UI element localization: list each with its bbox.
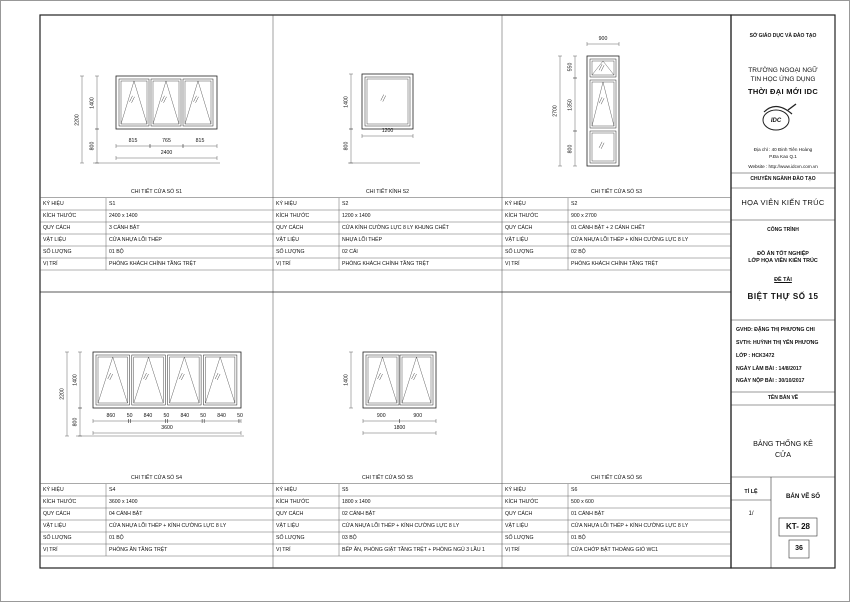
spec-row-label: KÍCH THƯỚC [276,212,310,219]
spec-row-value: 900 x 2700 [571,212,597,219]
spec-row-value: 04 CÁNH BẬT [109,510,143,517]
spec-row-value: 03 BỘ [342,534,357,541]
sheet-number: 36 [795,545,803,552]
spec-row-label: SỐ LƯỢNG [505,248,534,255]
spec-row-label: KÝ HIỆU [276,486,297,493]
scale-value: 1/ [748,511,754,517]
dimension-label: 1400 [89,96,96,109]
spec-row-label: VỊ TRÍ [276,546,291,553]
spec-row-label: KÝ HIỆU [276,200,297,207]
panel-title: CHI TIẾT CỬA SỔ S6 [591,475,642,481]
spec-row-label: KÝ HIỆU [505,486,526,493]
spec-row-label: VỊ TRÍ [43,260,58,267]
spec-row-value: PHÒNG ĂN TẦNG TRỆT [109,546,168,553]
website: Website : http://www.idcvn.com.vn [748,164,818,169]
dimension-label: 800 [343,141,350,151]
dimension-label: 1400 [343,95,350,108]
spec-row-label: KÝ HIỆU [505,200,526,207]
project-line2: LỚP HỌA VIÊN KIẾN TRÚC [748,258,818,264]
dimension-label: 2700 [552,105,559,117]
spec-row-value: CỬA NHỰA LÕI THÉP [109,236,162,243]
spec-row-label: QUY CÁCH [43,224,71,231]
window-sash [365,77,410,126]
topic-label: ĐỀ TÀI [774,277,792,283]
spec-row-value: 02 BỘ [571,248,586,255]
spec-row-label: VỊ TRÍ [276,260,291,267]
dimension-label: 2200 [74,113,81,126]
dimension-label: 50 [237,413,243,419]
spec-row-label: KÝ HIỆU [43,200,64,207]
spec-row-value: 01 BỘ [109,248,124,255]
school-name-line1: TRƯỜNG NGOẠI NGỮ [748,67,818,74]
dimension-label: 815 [128,138,138,144]
idc-logo-icon [763,104,796,130]
dimension-label: 1400 [72,374,79,386]
spec-row-label: VẬT LIỆU [43,522,66,529]
spec-row-label: SỐ LƯỢNG [43,248,72,255]
class-code: LỚP : HCK3472 [736,353,775,359]
panel-title: CHI TIẾT CỬA SỔ S5 [362,475,413,481]
window-sash [400,355,433,405]
window-sash [168,355,202,405]
spec-row-label: KÍCH THƯỚC [43,498,77,505]
major-value: HỌA VIÊN KIẾN TRÚC [741,198,825,207]
spec-row-value: S4 [109,486,116,493]
window-frame [363,352,436,408]
window-sash [203,355,237,405]
window-sash [590,80,616,128]
spec-row-value: NHỰA LÕI THÉP [342,236,383,243]
spec-row-label: KÝ HIỆU [43,486,64,493]
spec-row-label: SỐ LƯỢNG [276,534,305,541]
dimension-label: 1400 [343,374,350,386]
address-line2: P.Đa Kao Q.1 [769,154,797,159]
dimension-label: 800 [567,144,574,153]
spec-row-label: VẬT LIỆU [505,522,528,529]
spec-row-label: SỐ LƯỢNG [505,534,534,541]
spec-row-value: 02 CÁI [342,248,358,255]
dimension-label: 800 [72,417,79,427]
spec-row-value: 3600 x 1400 [109,498,138,505]
dimension-label: 1350 [567,98,574,111]
spec-row-label: SỐ LƯỢNG [43,534,72,541]
spec-row-label: QUY CÁCH [276,510,304,517]
spec-row-label: VẬT LIỆU [505,236,528,243]
dimension-label: 900 [413,413,423,419]
dimension-label: 815 [195,138,205,144]
spec-row-value: 01 CÁNH BẬT + 2 CÁNH CHẾT [571,224,645,231]
spec-row-value: PHÒNG KHÁCH CHÍNH TẦNG TRỆT [109,260,197,267]
spec-row-value: 01 BỘ [109,534,124,541]
spec-row-value: PHÒNG KHÁCH CHÍNH TẦNG TRỆT [571,260,659,267]
spec-row-value: S2 [342,200,349,207]
spec-row-label: QUY CÁCH [43,510,71,517]
dimension-label: 860 [106,413,116,419]
spec-row-label: VỊ TRÍ [43,546,58,553]
spec-row-value: CỬA NHỰA LÕI THÉP + KÍNH CƯỜNG LỰC 8 LY [571,236,689,243]
dimension-label: 2200 [59,388,66,400]
school-brand: THỜI ĐẠI MỚI IDC [747,87,819,96]
spec-row-value: CỬA KÍNH CƯỜNG LỰC 8 LY KHUNG CHẾT [342,224,449,231]
spec-row-value: 02 CÁNH BẬT [342,510,376,517]
spec-row-label: KÍCH THƯỚC [505,212,539,219]
window-frame [116,76,217,129]
panel-title: CHI TIẾT CỬA SỔ S1 [131,189,182,195]
dimension-label: 840 [217,413,226,419]
logo-text: IDC [770,118,782,124]
window-sash [151,79,181,126]
sheet-code: KT- 28 [785,522,810,531]
spec-row-label: QUY CÁCH [505,224,533,231]
spec-row-label: SỐ LƯỢNG [276,248,305,255]
spec-row-value: PHÒNG KHÁCH CHÍNH TẦNG TRỆT [342,260,430,267]
scale-label: TỈ LỆ [744,489,758,495]
spec-row-value: 1200 x 1400 [342,212,371,219]
spec-row-value: 2400 x 1400 [109,212,138,219]
spec-row-value: S1 [109,200,116,207]
dimension-label: 550 [567,62,574,72]
date-submit: NGÀY NỘP BÀI : 30/10/2017 [736,378,805,384]
window-sash [119,79,149,126]
window-frame [587,56,619,166]
dimension-total: 3600 [161,425,173,431]
spec-row-label: KÍCH THƯỚC [505,498,539,505]
spec-row-value: 3 CÁNH BẬT [109,224,140,231]
spec-row-label: QUY CÁCH [276,224,304,231]
drawing-name-label: TÊN BẢN VẼ [767,395,799,401]
spec-row-label: VỊ TRÍ [505,260,520,267]
dimension-total: 2400 [160,150,173,156]
project-label: CÔNG TRÌNH [767,227,799,233]
spec-row-value: 500 x 600 [571,498,594,505]
spec-row-value: S2 [571,200,578,207]
spec-row-label: KÍCH THƯỚC [43,212,77,219]
date-start: NGÀY LÀM BÀI : 14/8/2017 [736,366,802,372]
window-frame [93,352,241,408]
address-line1: Địa chỉ : 40 Đinh Tiên Hoàng [753,147,813,152]
spec-row-value: CỬA CHỚP BẬT THOÁNG GIÓ WC1 [571,546,658,553]
spec-row-value: 01 CÁNH BẬT [571,510,605,517]
dimension-total: 1200 [381,128,394,134]
major-label: CHUYÊN NGÀNH ĐÀO TẠO [750,176,816,182]
spec-row-label: QUY CÁCH [505,510,533,517]
dimension-label: 840 [180,413,190,419]
dimension-label: 800 [89,141,96,151]
spec-row-value: 1800 x 1400 [342,498,371,505]
spec-row-label: KÍCH THƯỚC [276,498,310,505]
dimension-total: 900 [598,36,608,42]
topic-value: BIỆT THỰ SỐ 15 [747,292,819,301]
drawing-name-line2: CỬA [774,450,792,459]
panel-title: CHI TIẾT KÍNH S2 [365,189,410,195]
ministry-name: SỞ GIÁO DỤC VÀ ĐÀO TẠO [749,33,817,39]
project-line1: ĐỒ ÁN TỐT NGHIỆP [757,251,809,257]
spec-row-value: CỬA NHỰA LÕI THÉP + KÍNH CƯỜNG LỰC 8 LY [571,522,689,529]
student: SVTH: HUỲNH THỊ YẾN PHƯƠNG [736,340,819,346]
dimension-label: 50 [200,413,207,419]
spec-row-label: VẬT LIỆU [276,236,299,243]
spec-row-value: S6 [571,486,578,493]
sheet-label: BẢN VẼ SỐ [785,493,821,500]
dimension-label: 50 [126,413,133,419]
window-frame [362,74,413,129]
window-sash [132,355,166,405]
dimension-label: 840 [143,413,153,419]
school-name-line2: TIN HỌC ỨNG DỤNG [750,76,816,83]
window-sash [96,355,130,405]
dimension-label: 50 [163,413,170,419]
panel-title: CHI TIẾT CỬA SỔ S3 [591,189,642,195]
drawing-name-line1: BẢNG THỐNG KÊ [753,439,813,448]
spec-row-value: CỬA NHỰA LÕI THÉP + KÍNH CƯỜNG LỰC 8 LY [109,522,227,529]
window-sash [590,59,616,77]
spec-row-label: VỊ TRÍ [505,546,520,553]
dimension-total: 1800 [393,425,406,431]
window-sash [590,131,616,163]
spec-row-label: VẬT LIỆU [43,236,66,243]
dimension-label: 765 [162,138,171,144]
window-sash [183,79,213,126]
spec-row-value: S5 [342,486,349,493]
spec-row-label: VẬT LIỆU [276,522,299,529]
spec-row-value: BẾP ĂN, PHÒNG GIẶT TẦNG TRỆT + PHÒNG NGỦ 3 LẦU 1 [342,546,485,553]
panel-title: CHI TIẾT CỬA SỔ S4 [131,475,182,481]
advisor: GVHD: ĐẶNG THỊ PHƯƠNG CHI [736,327,815,333]
dimension-label: 900 [376,413,386,419]
window-sash [366,355,399,405]
spec-row-value: 01 BỘ [571,534,586,541]
spec-row-value: CỬA NHỰA LÕI THÉP + KÍNH CƯỜNG LỰC 8 LY [342,522,460,529]
